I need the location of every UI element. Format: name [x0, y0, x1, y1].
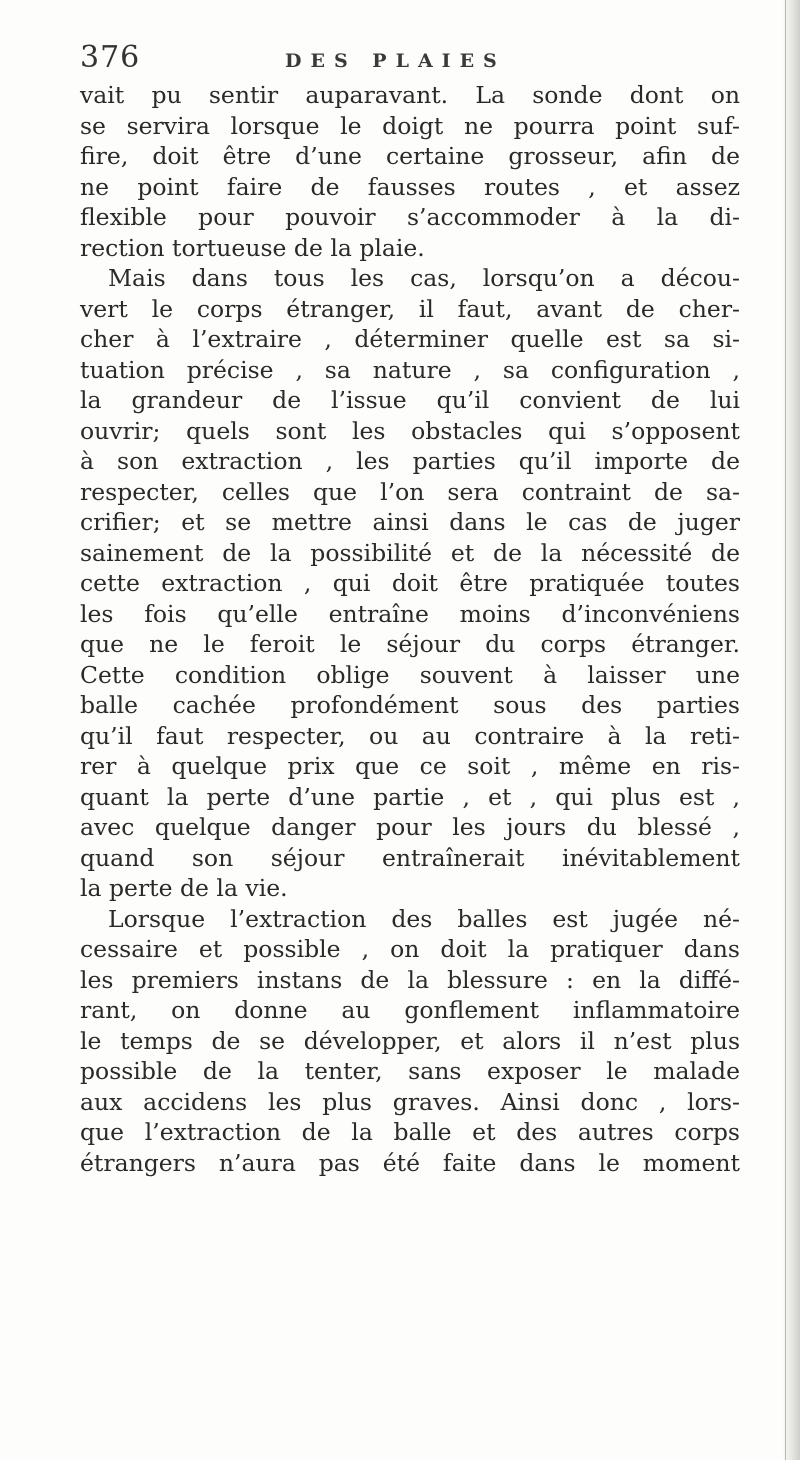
text-line: la grandeur de l’issue qu’il convient de lui	[80, 386, 740, 414]
text-line: avec quelque danger pour les jours du blessé ,	[80, 813, 740, 841]
text-line: ouvrir; quels sont les obstacles qui s’opposent	[80, 416, 740, 445]
text-line: rer à quelque prix que ce soit , même en ris-	[80, 752, 740, 780]
text-line: Lorsque l’extraction des balles est jugée né-	[108, 904, 740, 933]
text-line: étrangers n’aura pas été faite dans le moment	[80, 1148, 740, 1177]
text-line: fire, doit être d’une certaine grosseur, afin de	[80, 142, 740, 170]
text-line: quant la perte d’une partie , et , qui plus est ,	[80, 782, 740, 811]
page-header	[80, 40, 720, 80]
text-line: la perte de la vie.	[80, 874, 288, 902]
text-line: vert le corps étranger, il faut, avant de cher-	[80, 294, 740, 323]
text-line: tuation précise , sa nature , sa configuration ,	[80, 355, 740, 384]
text-line: à son extraction , les parties qu’il importe de	[80, 447, 740, 475]
text-line: cessaire et possible , on doit la pratiquer dans	[80, 935, 740, 963]
text-line: que l’extraction de la balle et des autres corps	[80, 1118, 740, 1146]
text-line: aux accidens les plus graves. Ainsi donc , lors-	[80, 1087, 740, 1116]
text-line: respecter, celles que l’on sera contraint de sa-	[80, 477, 740, 506]
text-line: que ne le feroit le séjour du corps étranger.	[80, 630, 740, 658]
running-title: DES PLAIES	[285, 50, 506, 72]
text-line: balle cachée profondément sous des parties	[80, 691, 740, 719]
text-line: qu’il faut respecter, ou au contraire à la reti-	[80, 721, 740, 750]
text-line: possible de la tenter, sans exposer le malade	[80, 1057, 740, 1085]
page-number: 376	[80, 40, 141, 75]
text-line: les fois qu’elle entraîne moins d’inconvéniens	[80, 599, 740, 628]
text-line: vait pu sentir auparavant. La sonde dont on	[80, 81, 740, 109]
text-line: cette extraction , qui doit être pratiquée toutes	[80, 569, 740, 597]
text-line: Cette condition oblige souvent à laisser une	[80, 660, 740, 689]
body-text	[80, 80, 740, 1178]
page-edge-line	[785, 0, 786, 1460]
text-line: crifier; et se mettre ainsi dans le cas de juger	[80, 508, 740, 536]
text-line: cher à l’extraire , déterminer quelle est sa si-	[80, 325, 740, 353]
text-line: le temps de se développer, et alors il n’est plus	[80, 1026, 740, 1055]
text-line: rection tortueuse de la plaie.	[80, 233, 425, 262]
text-line: se servira lorsque le doigt ne pourra point suf-	[80, 111, 740, 140]
text-line: quand son séjour entraînerait inévitablement	[80, 843, 740, 872]
text-line: ne point faire de fausses routes , et assez	[80, 172, 740, 201]
text-line: Mais dans tous les cas, lorsqu’on a décou-	[108, 264, 740, 292]
text-line: sainement de la possibilité et de la nécessité de	[80, 538, 740, 567]
text-line: rant, on donne au gonflement inflammatoire	[80, 996, 740, 1024]
text-line: flexible pour pouvoir s’accommoder à la di-	[80, 203, 740, 231]
text-line: les premiers instans de la blessure : en la diffé-	[80, 965, 740, 994]
